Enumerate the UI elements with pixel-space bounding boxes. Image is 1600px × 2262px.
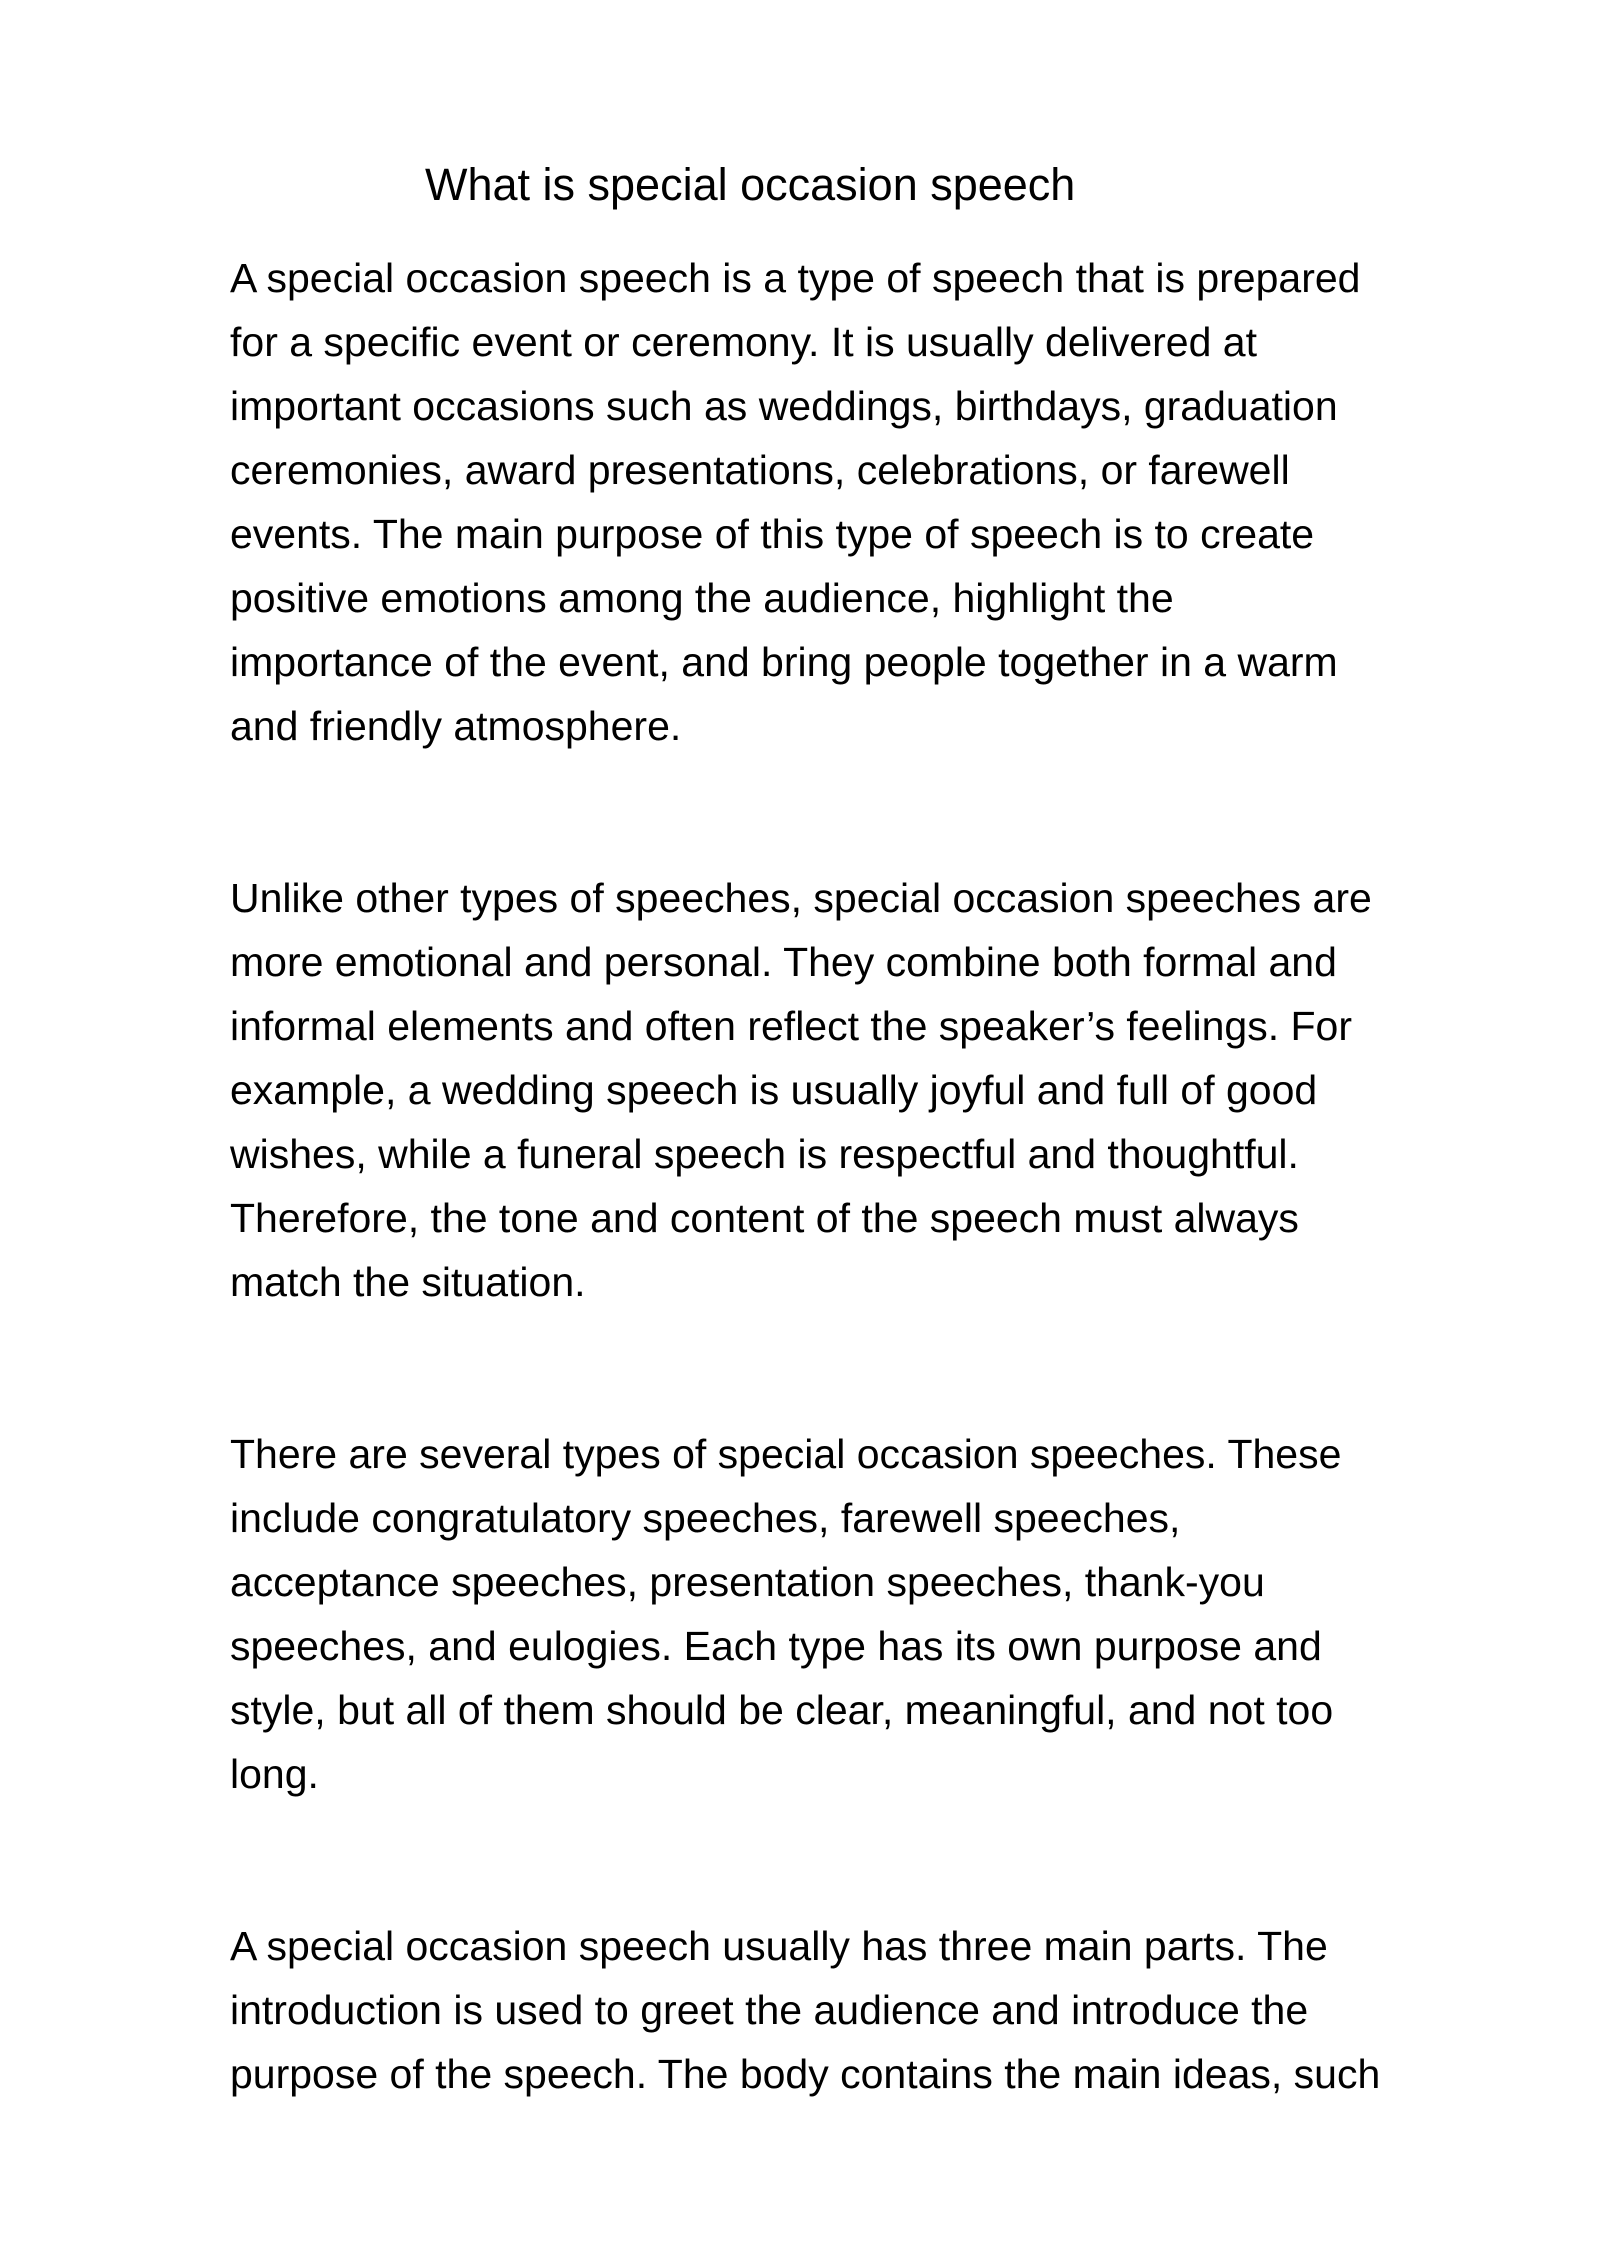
paragraph-line: purpose of the speech. The body contains the main ideas, such — [230, 2051, 1381, 2097]
paragraph-line: speeches, and eulogies. Each type has its own purpose and — [230, 1623, 1322, 1669]
paragraph-line: long. — [230, 1751, 319, 1797]
paragraph-line: more emotional and personal. They combine both formal and — [230, 939, 1337, 985]
paragraph-structure — [230, 1914, 1490, 2106]
paragraph-introduction — [230, 246, 1490, 758]
paragraph-line: match the situation. — [230, 1259, 586, 1305]
paragraph-types — [230, 1422, 1490, 1806]
paragraph-line: Therefore, the tone and content of the speech must always — [230, 1195, 1299, 1241]
paragraph-line: wishes, while a funeral speech is respectful and thoughtful. — [230, 1131, 1299, 1177]
paragraph-comparison — [230, 866, 1490, 1314]
paragraph-line: and friendly atmosphere. — [230, 703, 682, 749]
paragraph-line: style, but all of them should be clear, meaningful, and not too — [230, 1687, 1334, 1733]
paragraph-line: ceremonies, award presentations, celebrations, or farewell — [230, 447, 1290, 493]
paragraph-line: A special occasion speech is a type of speech that is prepared — [230, 255, 1361, 301]
paragraph-line: introduction is used to greet the audience and introduce the — [230, 1987, 1309, 2033]
paragraph-line: There are several types of special occasion speeches. These — [230, 1431, 1342, 1477]
paragraph-line: A special occasion speech usually has three main parts. The — [230, 1923, 1328, 1969]
paragraph-line: include congratulatory speeches, farewell speeches, — [230, 1495, 1181, 1541]
document-title: What is special occasion speech — [425, 159, 1076, 210]
paragraph-line: important occasions such as weddings, birthdays, graduation — [230, 383, 1338, 429]
paragraph-line: importance of the event, and bring people together in a warm — [230, 639, 1338, 685]
paragraph-line: acceptance speeches, presentation speeches, thank-you — [230, 1559, 1265, 1605]
paragraph-line: informal elements and often reflect the speaker’s feelings. For — [230, 1003, 1353, 1049]
paragraph-line: Unlike other types of speeches, special occasion speeches are — [230, 875, 1372, 921]
paragraph-line: example, a wedding speech is usually joyful and full of good — [230, 1067, 1318, 1113]
paragraph-line: positive emotions among the audience, highlight the — [230, 575, 1174, 621]
paragraph-line: events. The main purpose of this type of speech is to create — [230, 511, 1315, 557]
paragraph-line: for a specific event or ceremony. It is usually delivered at — [230, 319, 1257, 365]
